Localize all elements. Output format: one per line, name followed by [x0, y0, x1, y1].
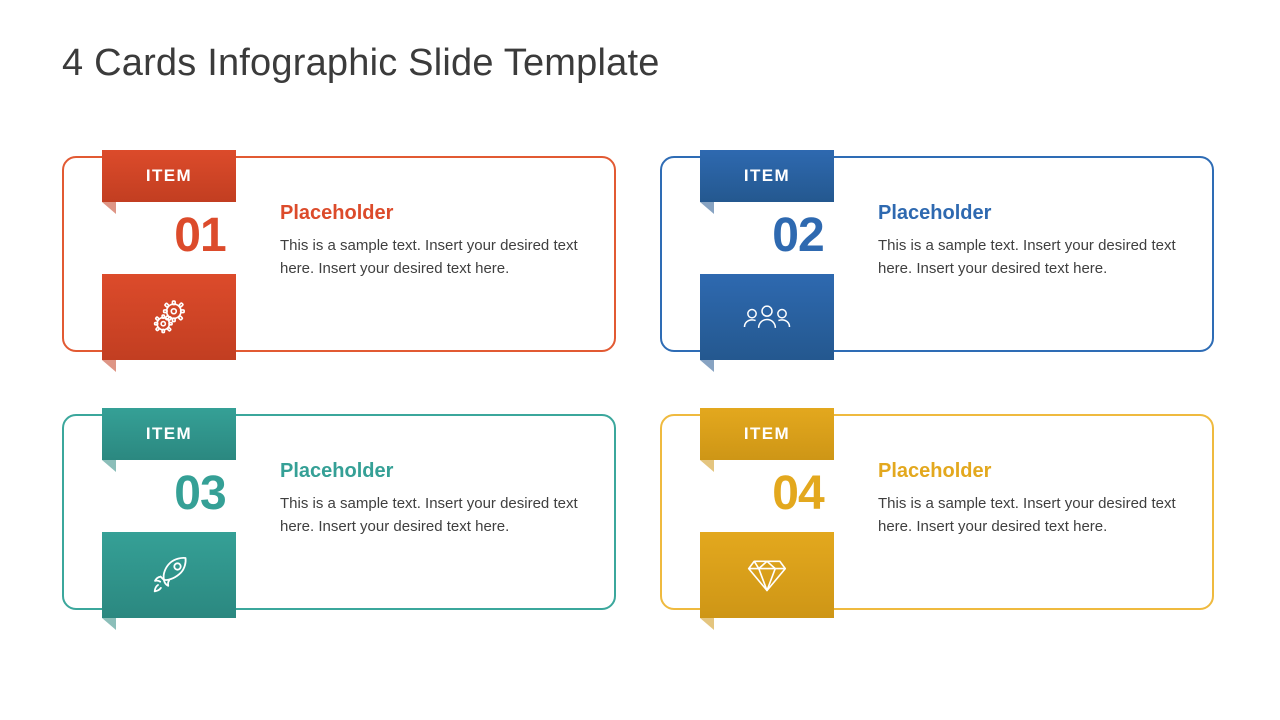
- card-item-03[interactable]: [62, 408, 620, 618]
- card-number: 02: [772, 209, 824, 262]
- card-content: [280, 460, 580, 538]
- card-heading: Placeholder: [280, 202, 394, 224]
- card-heading: Placeholder: [280, 460, 394, 482]
- card-body-text: This is a sample text. Insert your desired text here. Insert your desired text here.: [878, 237, 1176, 277]
- ribbon-label: ITEM: [145, 424, 193, 443]
- card-icon-tab: [700, 532, 834, 618]
- card-ribbon: [102, 150, 236, 202]
- card-item-04[interactable]: [660, 408, 1218, 618]
- card-body-text: This is a sample text. Insert your desired text here. Insert your desired text here.: [878, 495, 1176, 535]
- ribbon-label: ITEM: [743, 166, 791, 185]
- ribbon-label: ITEM: [743, 424, 791, 443]
- ribbon-tail-shape: [700, 202, 714, 214]
- card-ribbon: [700, 150, 834, 202]
- cards-row-2: [62, 408, 1218, 618]
- card-ribbon: [700, 408, 834, 460]
- card-number: 01: [174, 209, 226, 262]
- card-body-text: This is a sample text. Insert your desired text here. Insert your desired text here.: [280, 237, 578, 277]
- page-title: 4 Cards Infographic Slide Template: [62, 42, 660, 84]
- gears-icon: [146, 294, 192, 340]
- card-heading: Placeholder: [878, 460, 992, 482]
- card-content: [280, 202, 580, 280]
- ribbon-label: ITEM: [145, 166, 193, 185]
- card-icon-tab: [102, 274, 236, 360]
- ribbon-tail-shape: [102, 202, 116, 214]
- card-icon-tab: [102, 532, 236, 618]
- card-number: 03: [174, 467, 226, 520]
- card-body-text: This is a sample text. Insert your desired text here. Insert your desired text here.: [280, 495, 578, 535]
- icon-tab-tail-shape: [102, 618, 116, 630]
- icon-tab-tail-shape: [700, 618, 714, 630]
- card-icon-tab: [700, 274, 834, 360]
- card-item-02[interactable]: [660, 150, 1218, 360]
- icon-tab-tail-shape: [700, 360, 714, 372]
- cards-grid: [62, 150, 1218, 618]
- card-content: [878, 460, 1178, 538]
- card-item-01[interactable]: [62, 150, 620, 360]
- icon-tab-tail-shape: [102, 360, 116, 372]
- cards-row-1: [62, 150, 1218, 360]
- people-group-icon: [742, 300, 792, 334]
- card-number: 04: [772, 467, 824, 520]
- ribbon-tail-shape: [700, 460, 714, 472]
- card-content: [878, 202, 1178, 280]
- ribbon-tail-shape: [102, 460, 116, 472]
- card-ribbon: [102, 408, 236, 460]
- rocket-icon: [145, 551, 193, 599]
- diamond-icon: [743, 554, 791, 596]
- card-heading: Placeholder: [878, 202, 992, 224]
